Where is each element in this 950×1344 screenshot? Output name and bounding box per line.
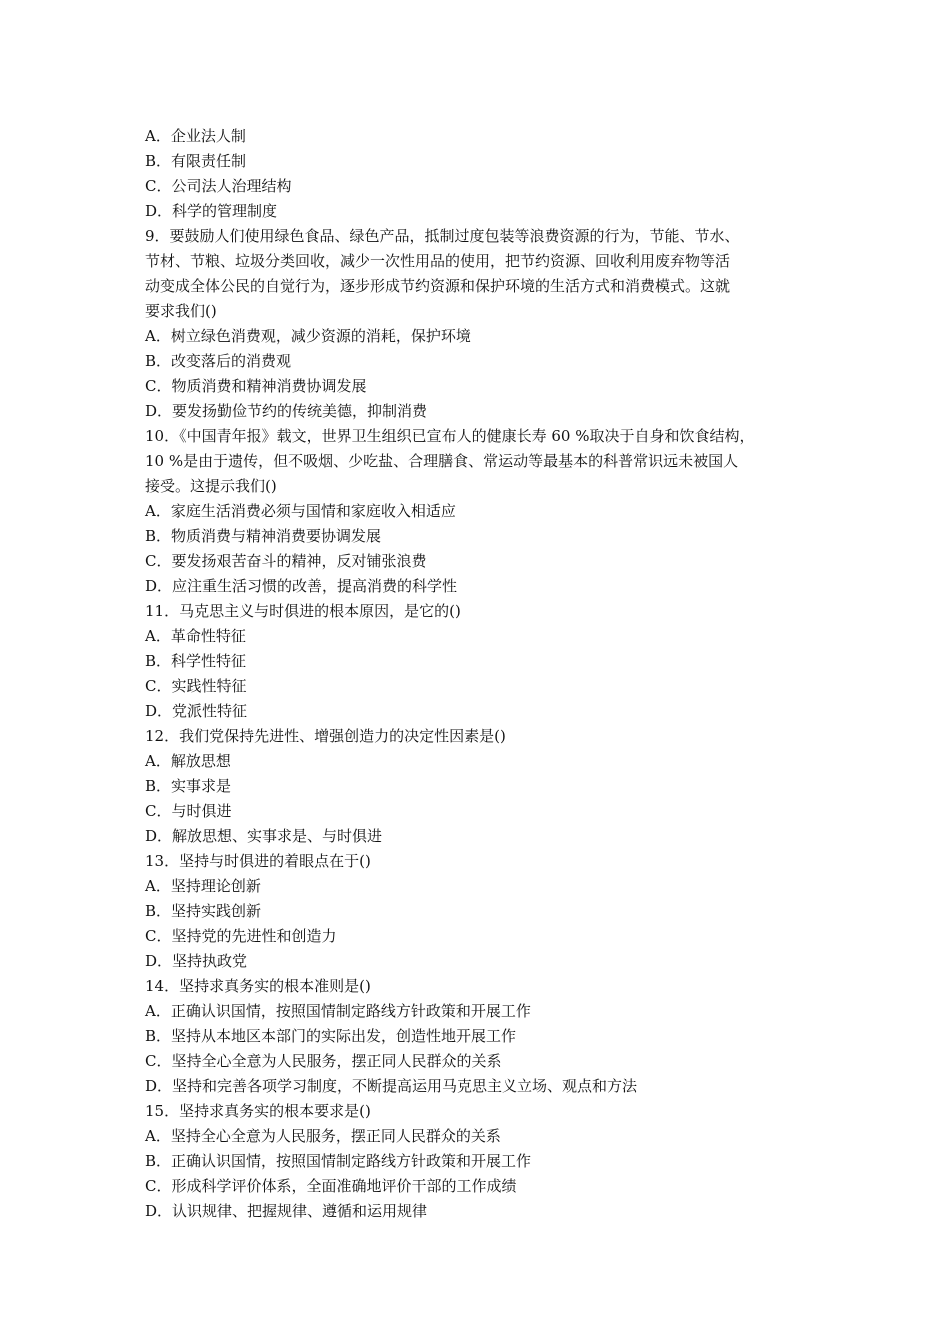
lead-options: [145, 124, 815, 224]
option-a: A．坚持全心全意为人民服务，摆正同人民群众的关系: [145, 1127, 501, 1145]
option-b: B．正确认识国情，按照国情制定路线方针政策和开展工作: [145, 1152, 532, 1170]
option-d: D．科学的管理制度: [145, 202, 278, 220]
option-c: C．坚持党的先进性和创造力: [145, 927, 337, 945]
question-stem: [145, 724, 815, 749]
question-stem: [145, 424, 815, 499]
option-a: A．家庭生活消费必须与国情和家庭收入相适应: [145, 502, 456, 520]
question-stem-line: 接受。这提示我们(): [145, 477, 277, 495]
question-stem: [145, 974, 815, 999]
question-11: [145, 599, 815, 724]
option-c: C．要发扬艰苦奋斗的精神，反对铺张浪费: [145, 552, 427, 570]
question-options: [145, 1124, 815, 1224]
question-stem-line: 10 %是由于遗传，但不吸烟、少吃盐、合理膳食、常运动等最基本的科普常识远未被国人: [145, 452, 739, 470]
question-stem-line: 15．坚持求真务实的根本要求是(): [145, 1102, 371, 1120]
option-a: A．革命性特征: [145, 627, 246, 645]
option-c: C．与时俱进: [145, 802, 232, 820]
option-c: C．物质消费和精神消费协调发展: [145, 377, 367, 395]
question-options: [145, 499, 815, 599]
option-d: D．解放思想、实事求是、与时俱进: [145, 827, 383, 845]
question-14: [145, 974, 815, 1099]
option-c: C．坚持全心全意为人民服务，摆正同人民群众的关系: [145, 1052, 502, 1070]
question-options: [145, 324, 815, 424]
question-options: [145, 624, 815, 724]
option-a: A．坚持理论创新: [145, 877, 261, 895]
question-9: [145, 224, 815, 424]
option-d: D．坚持执政党: [145, 952, 248, 970]
option-b: B．改变落后的消费观: [145, 352, 292, 370]
option-c: C．实践性特征: [145, 677, 247, 695]
question-13: [145, 849, 815, 974]
question-options: [145, 749, 815, 849]
question-stem-line: 10．《中国青年报》载文，世界卫生组织已宣布人的健康长寿 60 %取决于自身和饮食结构，: [145, 427, 755, 445]
option-d: D．要发扬勤俭节约的传统美德，抑制消费: [145, 402, 428, 420]
question-stem-line: 节材、节粮、垃圾分类回收，减少一次性用品的使用，把节约资源、回收利用废弃物等活: [145, 252, 731, 270]
question-stem: [145, 849, 815, 874]
option-d: D．坚持和完善各项学习制度，不断提高运用马克思主义立场、观点和方法: [145, 1077, 638, 1095]
option-a: A．解放思想: [145, 752, 231, 770]
option-d: D．认识规律、把握规律、遵循和运用规律: [145, 1202, 428, 1220]
question-stem-line: 11．马克思主义与时俱进的根本原因，是它的(): [145, 602, 461, 620]
question-stem: [145, 1099, 815, 1124]
option-a: A．正确认识国情，按照国情制定路线方针政策和开展工作: [145, 1002, 531, 1020]
question-stem-line: 14．坚持求真务实的根本准则是(): [145, 977, 371, 995]
question-15: [145, 1099, 815, 1224]
question-stem-line: 13．坚持与时俱进的着眼点在于(): [145, 852, 371, 870]
option-d: D．党派性特征: [145, 702, 248, 720]
document-content: [145, 124, 815, 1224]
option-d: D．应注重生活习惯的改善，提高消费的科学性: [145, 577, 458, 595]
question-12: [145, 724, 815, 849]
option-b: B．实事求是: [145, 777, 232, 795]
option-a: A．企业法人制: [145, 127, 246, 145]
option-c: C．公司法人治理结构: [145, 177, 292, 195]
question-options: [145, 999, 815, 1099]
question-stem: [145, 224, 815, 324]
option-b: B．科学性特征: [145, 652, 247, 670]
question-stem-line: 要求我们(): [145, 302, 217, 320]
question-stem-line: 动变成全体公民的自觉行为，逐步形成节约资源和保护环境的生活方式和消费模式。这就: [145, 277, 731, 295]
option-b: B．有限责任制: [145, 152, 247, 170]
option-b: B．坚持实践创新: [145, 902, 262, 920]
option-a: A．树立绿色消费观，减少资源的消耗，保护环境: [145, 327, 471, 345]
option-b: B．物质消费与精神消费要协调发展: [145, 527, 382, 545]
question-10: [145, 424, 815, 599]
option-b: B．坚持从本地区本部门的实际出发，创造性地开展工作: [145, 1027, 517, 1045]
question-stem-line: 9．要鼓励人们使用绿色食品、绿色产品，抵制过度包装等浪费资源的行为，节能、节水、: [145, 227, 740, 245]
question-stem: [145, 599, 815, 624]
question-stem-line: 12．我们党保持先进性、增强创造力的决定性因素是(): [145, 727, 506, 745]
question-options: [145, 874, 815, 974]
option-c: C．形成科学评价体系，全面准确地评价干部的工作成绩: [145, 1177, 517, 1195]
